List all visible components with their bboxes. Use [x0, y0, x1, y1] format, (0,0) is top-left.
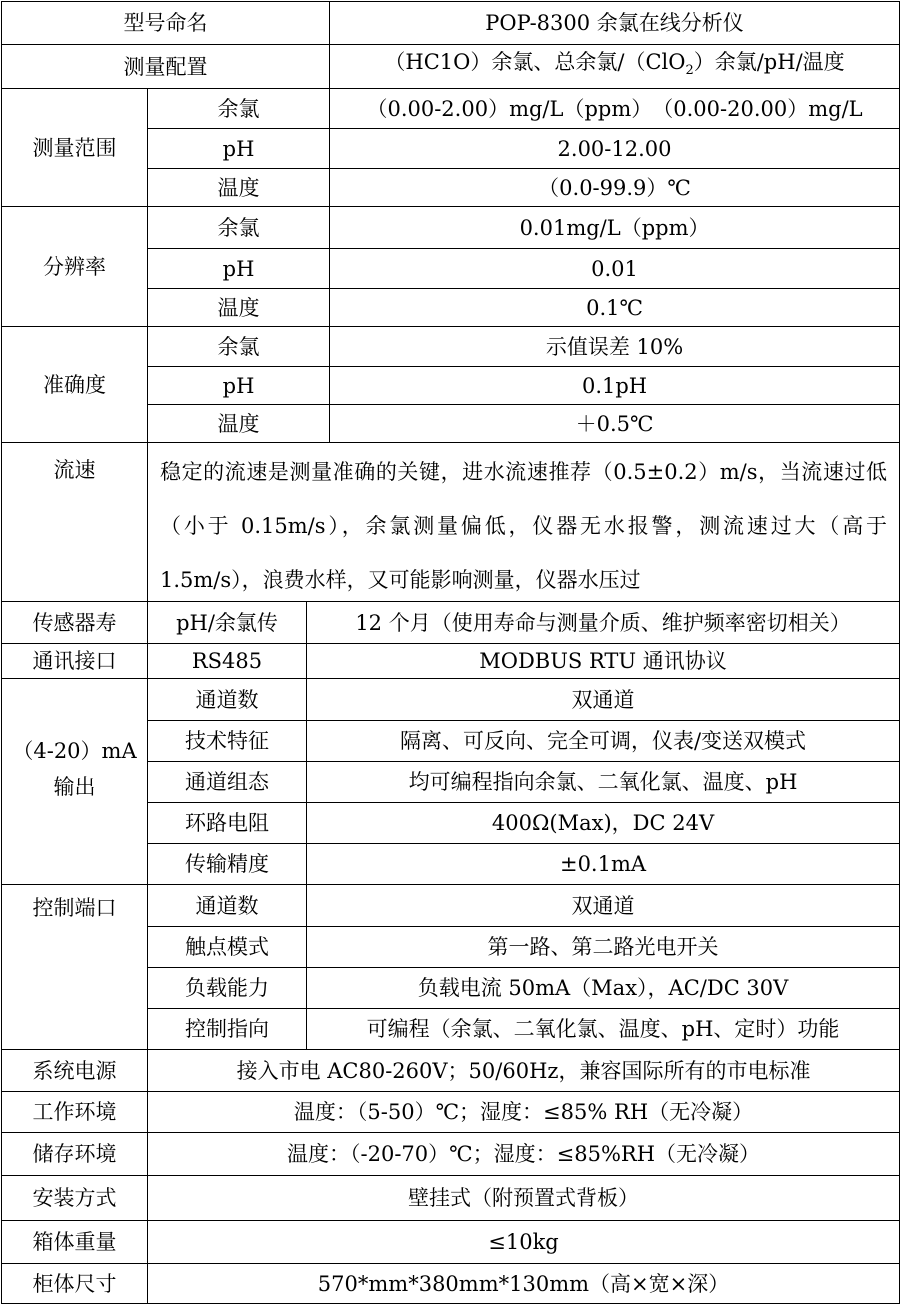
- value-flow: [148, 443, 900, 602]
- acc-label-ph: pH: [148, 367, 330, 405]
- row-size: [2, 1264, 900, 1304]
- value-storage-env: 温度：（-20-70）℃；湿度：≤85%RH（无冷凝）: [148, 1133, 900, 1176]
- row-comm: [2, 644, 900, 679]
- out-label-1: 技术特征: [148, 721, 307, 762]
- value-power: 接入市电 AC80-260V；50/60Hz，兼容国际所有的市电标准: [148, 1050, 900, 1092]
- value-comm: MODBUS RTU 通讯协议: [307, 644, 900, 679]
- range-label-chlorine: 余氯: [148, 89, 330, 129]
- acc-value-chlorine: 示值误差 10%: [330, 327, 900, 367]
- ctl-label-1: 触点模式: [148, 927, 307, 968]
- res-value-ph: 0.01: [330, 249, 900, 289]
- row-flow: [2, 443, 900, 602]
- ctl-value-0: 双通道: [307, 885, 900, 927]
- out-label-2: 通道组态: [148, 762, 307, 803]
- label-comm: 通讯接口: [2, 644, 148, 679]
- label-size: 柜体尺寸: [2, 1264, 148, 1304]
- out-value-0: 双通道: [307, 679, 900, 721]
- ctl-label-2: 负载能力: [148, 968, 307, 1009]
- label-weight: 箱体重量: [2, 1221, 148, 1264]
- row-install: [2, 1176, 900, 1221]
- row-model: [2, 2, 900, 45]
- row-power: [2, 1050, 900, 1092]
- comm-sub: RS485: [148, 644, 307, 679]
- out-value-3: 400Ω(Max)，DC 24V: [307, 803, 900, 844]
- res-label-chlorine: 余氯: [148, 207, 330, 249]
- res-value-chlorine: 0.01mg/L（ppm）: [330, 207, 900, 249]
- row-range-chlorine: [2, 89, 900, 129]
- value-weight: ≤10kg: [148, 1221, 900, 1264]
- range-label-ph: pH: [148, 129, 330, 169]
- spec-table: [1, 1, 900, 1304]
- row-work-env: [2, 1092, 900, 1133]
- ctl-value-2: 负载电流 50mA（Max），AC/DC 30V: [307, 968, 900, 1009]
- out-value-2: 均可编程指向余氯、二氧化氯、温度、pH: [307, 762, 900, 803]
- config-subscript: 2: [685, 63, 694, 79]
- out-label-0: 通道数: [148, 679, 307, 721]
- label-install: 安装方式: [2, 1176, 148, 1221]
- label-storage-env: 储存环境: [2, 1133, 148, 1176]
- out-value-1: 隔离、可反向、完全可调，仪表/变送双模式: [307, 721, 900, 762]
- out-value-4: ±0.1mA: [307, 844, 900, 885]
- out-label-3: 环路电阻: [148, 803, 307, 844]
- row-storage-env: [2, 1133, 900, 1176]
- row-out-channels: [2, 679, 900, 721]
- label-config: 测量配置: [2, 45, 330, 89]
- label-output: [2, 679, 148, 885]
- row-weight: [2, 1221, 900, 1264]
- acc-label-chlorine: 余氯: [148, 327, 330, 367]
- acc-value-temp: ＋0.5℃: [330, 405, 900, 443]
- value-model: POP-8300 余氯在线分析仪: [330, 2, 900, 45]
- value-config: [330, 45, 900, 89]
- label-control: 控制端口: [2, 885, 148, 1050]
- row-config: [2, 45, 900, 89]
- res-label-temp: 温度: [148, 289, 330, 327]
- range-label-temp: 温度: [148, 169, 330, 207]
- range-value-temp: （0.0-99.9）℃: [330, 169, 900, 207]
- row-acc-chlorine: [2, 327, 900, 367]
- acc-value-ph: 0.1pH: [330, 367, 900, 405]
- row-sensor: [2, 602, 900, 644]
- config-text-post: ）余氯/pH/温度: [693, 49, 845, 74]
- output-label-line1: （4-20）mA: [12, 739, 137, 763]
- ctl-label-3: 控制指向: [148, 1009, 307, 1050]
- res-label-ph: pH: [148, 249, 330, 289]
- row-res-chlorine: [2, 207, 900, 249]
- value-install: 壁挂式（附预置式背板）: [148, 1176, 900, 1221]
- ctl-label-0: 通道数: [148, 885, 307, 927]
- range-value-chlorine: （0.00-2.00）mg/L（ppm） （0.00-20.00）mg/L: [330, 89, 900, 129]
- value-work-env: 温度：（5-50）℃；湿度：≤85% RH（无冷凝）: [148, 1092, 900, 1133]
- ctl-value-1: 第一路、第二路光电开关: [307, 927, 900, 968]
- label-sensor: 传感器寿: [2, 602, 148, 644]
- label-work-env: 工作环境: [2, 1092, 148, 1133]
- output-label-line2: 输出: [53, 775, 96, 799]
- ctl-value-3: 可编程（余氯、二氧化氯、温度、pH、定时）功能: [307, 1009, 900, 1050]
- sensor-sub: pH/余氯传: [148, 602, 307, 644]
- label-range: 测量范围: [2, 89, 148, 207]
- row-ctl-channels: [2, 885, 900, 927]
- label-resolution: 分辨率: [2, 207, 148, 327]
- acc-label-temp: 温度: [148, 405, 330, 443]
- value-size: 570*mm*380mm*130mm（高×宽×深）: [148, 1264, 900, 1304]
- value-sensor: 12 个月（使用寿命与测量介质、维护频率密切相关）: [307, 602, 900, 644]
- out-label-4: 传输精度: [148, 844, 307, 885]
- label-flow: 流速: [2, 443, 148, 602]
- label-model: 型号命名: [2, 2, 330, 45]
- label-power: 系统电源: [2, 1050, 148, 1092]
- config-text-pre: （HC1O）余氯、总余氯/（ClO: [384, 49, 686, 74]
- label-accuracy: 准确度: [2, 327, 148, 443]
- range-value-ph: 2.00-12.00: [330, 129, 900, 169]
- flow-text: 稳定的流速是测量准确的关键，进水流速推荐（0.5±0.2）m/s，当流速过低（小于 0.15m/s），余氯测量偏低，仪器无水报警，测流速过大（高于 1.5m/s），浪费水样，又可能影响测量，仪器水压过: [160, 460, 888, 592]
- res-value-temp: 0.1℃: [330, 289, 900, 327]
